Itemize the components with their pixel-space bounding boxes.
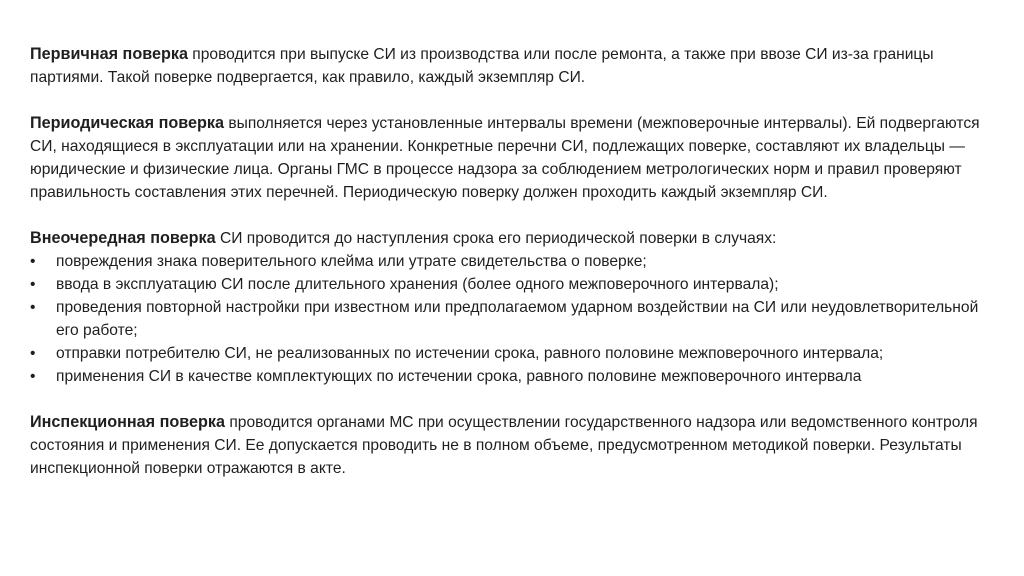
bullet-icon: • <box>30 368 36 385</box>
list-item <box>30 250 998 273</box>
list-item <box>30 365 998 388</box>
list-item <box>30 296 998 342</box>
bullet-icon: • <box>30 276 36 293</box>
term-extraordinary-verification: Внеочередная поверка <box>30 229 216 247</box>
text-inspection-verification: проводится органами МС при осуществлении государственного надзора или ведомственного контроля состояния и применения СИ. Ее допускается проводить не в полном объеме, предусмотренном методикой поверки. Результаты инспекционной поверки отражаются в акте. <box>30 414 978 477</box>
list-item-text: проведения повторной настройки при известном или предполагаемом ударном воздействии на СИ или неудовлетворительной его работе; <box>56 299 979 339</box>
paragraph-spacer <box>30 388 998 411</box>
paragraph-inspection-verification <box>30 411 998 480</box>
text-primary-verification: проводится при выпуске СИ из производства или после ремонта, а также при ввозе СИ из-за границы партиями. Такой поверке подвергается, как правило, каждый экземпляр СИ. <box>30 46 934 86</box>
text-periodic-verification: выполняется через установленные интервалы времени (межповерочные интервалы). Ей подвергаются СИ, находящиеся в эксплуатации или на хранении. Конкретные перечни СИ, подлежащих поверке, составляют их владельцы — юридические и физические лица. Органы ГМС в процессе надзора за соблюдением метрологических норм и правил проверяют правильность составления этих перечней. Периодическую поверку должен проходить каждый экземпляр СИ. <box>30 115 980 201</box>
bullet-icon: • <box>30 299 36 316</box>
text-extraordinary-verification: СИ проводится до наступления срока его периодической поверки в случаях: <box>215 230 777 247</box>
slide-content <box>30 43 998 480</box>
term-primary-verification: Первичная поверка <box>30 45 188 63</box>
extraordinary-cases-list <box>30 250 998 388</box>
term-periodic-verification: Периодическая поверка <box>30 114 225 132</box>
bullet-icon: • <box>30 253 36 270</box>
paragraph-extraordinary-verification <box>30 227 998 250</box>
list-item-text: ввода в эксплуатацию СИ после длительного хранения (более одного межповерочного интервала); <box>56 276 779 293</box>
list-item-text: отправки потребителю СИ, не реализованных по истечении срока, равного половине межповерочного интервала; <box>56 345 884 362</box>
paragraph-spacer <box>30 204 998 227</box>
paragraph-spacer <box>30 89 998 112</box>
term-inspection-verification: Инспекционная поверка <box>30 413 225 431</box>
list-item-text: повреждения знака поверительного клейма или утрате свидетельства о поверке; <box>56 253 647 270</box>
bullet-icon: • <box>30 345 36 362</box>
paragraph-periodic-verification <box>30 112 998 204</box>
list-item <box>30 342 998 365</box>
list-item-text: применения СИ в качестве комплектующих по истечении срока, равного половине межповерочного интервала <box>56 368 862 385</box>
paragraph-primary-verification <box>30 43 998 89</box>
list-item <box>30 273 998 296</box>
